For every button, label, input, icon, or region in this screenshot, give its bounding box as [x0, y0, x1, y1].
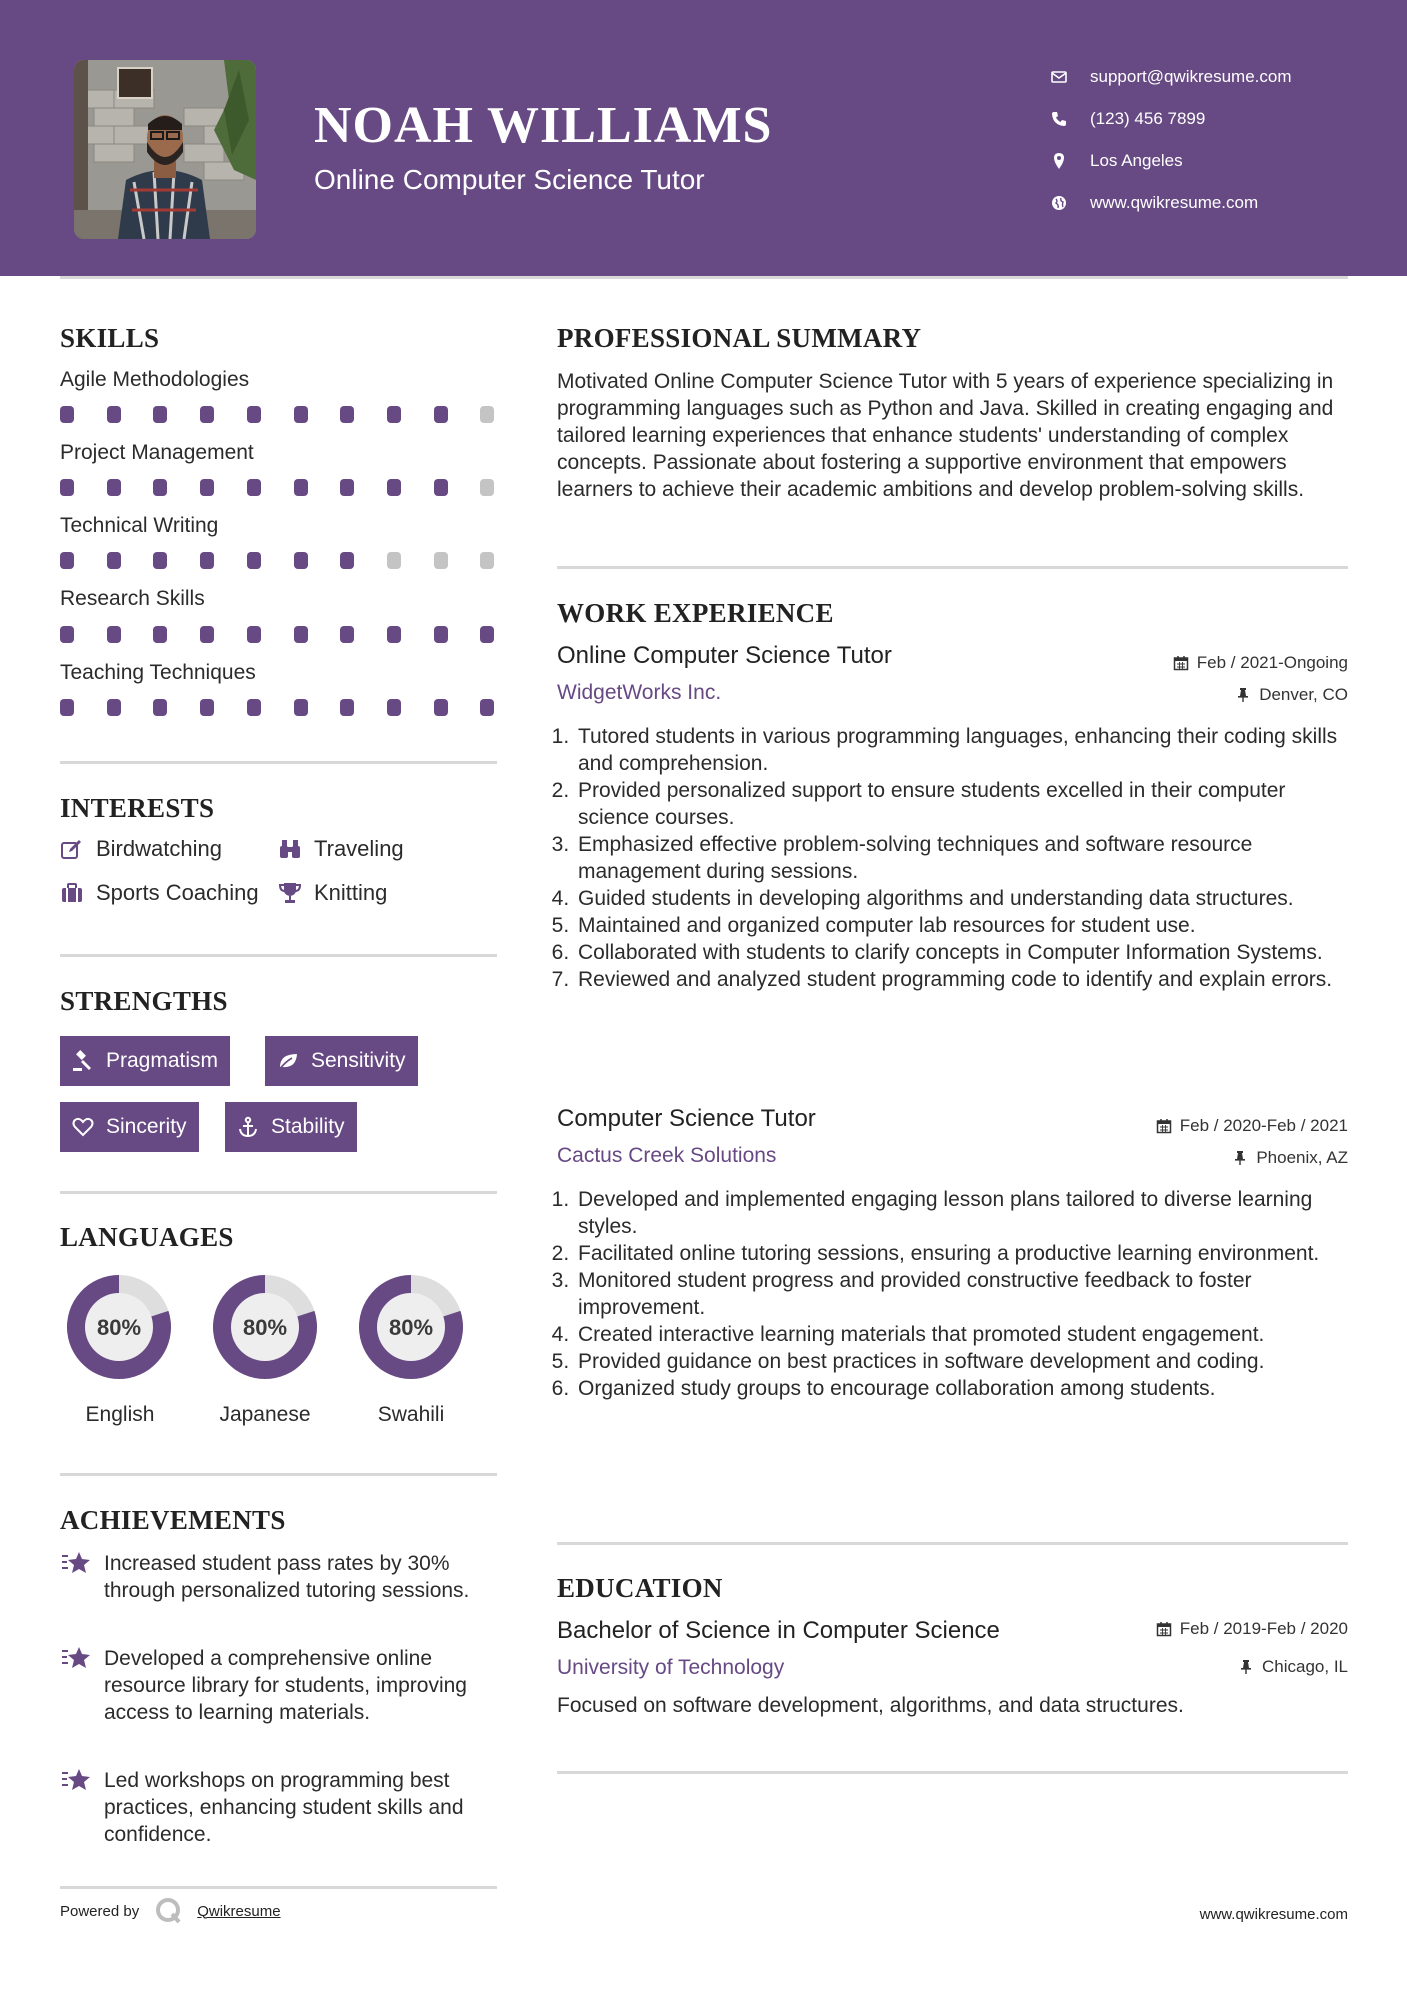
strength-badge: Stability: [225, 1102, 357, 1152]
skill-dot: [387, 699, 401, 716]
skill-dot: [340, 552, 354, 569]
interests-title: INTERESTS: [60, 793, 215, 823]
section-divider: [60, 1191, 497, 1194]
education-location: Chicago, IL: [1238, 1657, 1348, 1677]
skill-dot: [480, 406, 494, 423]
section-divider: [60, 1473, 497, 1476]
language-percent: 80%: [96, 1315, 142, 1340]
list-item: 5. Provided guidance on best practices in software development and coding.: [575, 1348, 1357, 1375]
skill-dot: [340, 406, 354, 423]
skill-dot: [294, 626, 308, 643]
education-degree: Bachelor of Science in Computer Science: [557, 1617, 1000, 1644]
skill-dot: [60, 552, 74, 569]
skill-dot: [340, 626, 354, 643]
strength-badge: Pragmatism: [60, 1036, 230, 1086]
resume-header: [0, 0, 1407, 276]
calendar-icon: [1156, 1621, 1172, 1637]
skill-dot: [153, 626, 167, 643]
job-location: Phoenix, AZ: [1232, 1148, 1348, 1168]
section-divider: [60, 1886, 497, 1889]
footer-url[interactable]: www.qwikresume.com: [1199, 1906, 1348, 1923]
skill-dot: [340, 699, 354, 716]
contact-email[interactable]: support@qwikresume.com: [1050, 56, 1292, 98]
job-location: Denver, CO: [1235, 685, 1348, 705]
skill-dot: [153, 406, 167, 423]
skill-dot: [107, 406, 121, 423]
skill-dot: [200, 479, 214, 496]
heart-icon: [72, 1116, 94, 1138]
list-item: 6. Organized study groups to encourage collaboration among students.: [575, 1375, 1357, 1402]
summary-title: PROFESSIONAL SUMMARY: [557, 323, 922, 353]
skill-dot: [480, 552, 494, 569]
skill-dot: [153, 699, 167, 716]
skill-dot: [294, 552, 308, 569]
skill-dot: [153, 479, 167, 496]
list-item: 3. Emphasized effective problem-solving techniques and software resource management during sessions.: [575, 831, 1357, 885]
section-divider: [60, 954, 497, 957]
list-item: 5. Maintained and organized computer lab resources for student use.: [575, 912, 1357, 939]
profile-photo: [74, 60, 256, 239]
skill-dot: [60, 479, 74, 496]
list-item: 6. Collaborated with students to clarify concepts in Computer Information Systems.: [575, 939, 1357, 966]
skill-dot: [247, 479, 261, 496]
job-title: Computer Science Tutor: [557, 1105, 816, 1132]
strength-badge: Sincerity: [60, 1102, 199, 1152]
contact-list: [1050, 56, 1292, 224]
pushpin-icon: [1238, 1659, 1254, 1675]
phone-icon: [1050, 110, 1068, 128]
gavel-icon: [72, 1050, 94, 1072]
skill-dot: [480, 626, 494, 643]
anchor-icon: [237, 1116, 259, 1138]
summary-text: Motivated Online Computer Science Tutor with 5 years of experience specializing in programming languages such as Python and Java. Skilled in creating engaging and tailored learning experiences that enhance students' understanding of complex concepts. Passionate about fostering a supportive environment that empowers learners to achieve their academic ambitions and develop problem-solving skills.: [557, 370, 1334, 501]
skill-dot: [60, 406, 74, 423]
skill-dot: [107, 626, 121, 643]
pencil-square-icon: [60, 837, 84, 861]
list-item: 7. Reviewed and analyzed student programming code to identify and explain errors.: [575, 966, 1357, 993]
skill-rating: [60, 552, 500, 569]
achievement-item: Increased student pass rates by 30% through personalized tutoring sessions.: [60, 1550, 500, 1604]
list-item: 4. Created interactive learning materials that promoted student engagement.: [575, 1321, 1357, 1348]
education-description: Focused on software development, algorithms, and data structures.: [557, 1694, 1184, 1717]
language-progress-ring: [204, 1266, 326, 1388]
language-label: Swahili: [377, 1403, 445, 1426]
skill-dot: [107, 552, 121, 569]
footer-brand-link[interactable]: Qwikresume: [197, 1902, 281, 1920]
strengths-title: STRENGTHS: [60, 986, 228, 1016]
pushpin-icon: [1232, 1150, 1248, 1166]
skill-dot: [247, 552, 261, 569]
qwikresume-logo-icon: [153, 1896, 183, 1926]
skill-dot: [247, 699, 261, 716]
skill-dot: [434, 479, 448, 496]
header-divider: [60, 276, 1348, 279]
skill-dot: [200, 626, 214, 643]
skill-dot: [387, 406, 401, 423]
language-percent: 80%: [388, 1315, 434, 1340]
binoculars-icon: [278, 837, 302, 861]
job-date: Feb / 2021-Ongoing: [1173, 653, 1348, 673]
globe-icon: [1050, 194, 1068, 212]
contact-location: Los Angeles: [1050, 140, 1292, 182]
skill-dot: [60, 626, 74, 643]
skill-dot: [107, 479, 121, 496]
job-title: Online Computer Science Tutor: [557, 642, 892, 669]
calendar-icon: [1173, 655, 1189, 671]
skill-dot: [387, 479, 401, 496]
strength-badge: Sensitivity: [265, 1036, 418, 1086]
footer-powered-by: Powered by Qwikresume: [60, 1896, 281, 1926]
star-badge-icon: [60, 1767, 92, 1795]
interest-item: Knitting: [278, 880, 387, 906]
skill-dot: [294, 699, 308, 716]
skill-dot: [434, 552, 448, 569]
skill-dot: [480, 479, 494, 496]
skill-dot: [153, 552, 167, 569]
skill-label: Project Management: [60, 441, 254, 464]
interest-item: Birdwatching: [60, 836, 222, 862]
skill-dot: [247, 626, 261, 643]
skill-dot: [434, 406, 448, 423]
achievement-item: Led workshops on programming best practices, enhancing student skills and confidence.: [60, 1767, 500, 1848]
candidate-name: NOAH WILLIAMS: [314, 97, 773, 154]
experience-title: WORK EXPERIENCE: [557, 598, 834, 628]
education-title: EDUCATION: [557, 1573, 723, 1603]
contact-phone[interactable]: (123) 456 7899: [1050, 98, 1292, 140]
pushpin-icon: [1235, 687, 1251, 703]
skill-label: Research Skills: [60, 587, 205, 610]
skill-dot: [294, 479, 308, 496]
achievements-title: ACHIEVEMENTS: [60, 1505, 286, 1535]
language-label: Japanese: [219, 1403, 311, 1426]
map-pin-icon: [1050, 152, 1068, 170]
skill-dot: [387, 552, 401, 569]
skill-dot: [200, 552, 214, 569]
leaf-icon: [277, 1050, 299, 1072]
briefcase-icon: [60, 881, 84, 905]
languages-title: LANGUAGES: [60, 1222, 234, 1252]
skill-dot: [107, 699, 121, 716]
list-item: 1. Tutored students in various programming languages, enhancing their coding skills and comprehension.: [575, 723, 1357, 777]
language-progress-ring: [350, 1266, 472, 1388]
skill-dot: [480, 699, 494, 716]
list-item: 1. Developed and implemented engaging lesson plans tailored to diverse learning styles.: [575, 1186, 1357, 1240]
language-percent: 80%: [242, 1315, 288, 1340]
job-responsibilities: [557, 1186, 1357, 1402]
trophy-icon: [278, 881, 302, 905]
list-item: 2. Provided personalized support to ensure students excelled in their computer science courses.: [575, 777, 1357, 831]
skill-dot: [60, 699, 74, 716]
skill-rating: [60, 626, 500, 643]
section-divider: [557, 1542, 1348, 1545]
skill-dot: [200, 406, 214, 423]
candidate-title: Online Computer Science Tutor: [314, 164, 705, 195]
envelope-icon: [1050, 68, 1068, 86]
skill-label: Technical Writing: [60, 514, 219, 537]
skill-dot: [200, 699, 214, 716]
skill-label: Agile Methodologies: [60, 368, 250, 391]
list-item: 2. Facilitated online tutoring sessions, ensuring a productive learning environment.: [575, 1240, 1357, 1267]
calendar-icon: [1156, 1118, 1172, 1134]
skill-dot: [340, 479, 354, 496]
skill-rating: [60, 479, 500, 496]
language-progress-ring: [58, 1266, 180, 1388]
skill-dot: [247, 406, 261, 423]
star-badge-icon: [60, 1550, 92, 1578]
star-badge-icon: [60, 1645, 92, 1673]
achievement-item: Developed a comprehensive online resource library for students, improving access to learning materials.: [60, 1645, 500, 1726]
skill-dot: [434, 699, 448, 716]
skill-rating: [60, 699, 500, 716]
interest-item: Traveling: [278, 836, 404, 862]
job-responsibilities: [557, 723, 1357, 993]
section-divider: [60, 761, 497, 764]
list-item: 4. Guided students in developing algorithms and understanding data structures.: [575, 885, 1357, 912]
list-item: 3. Monitored student progress and provided constructive feedback to foster improvement.: [575, 1267, 1357, 1321]
interest-item: Sports Coaching: [60, 880, 259, 906]
skill-dot: [434, 626, 448, 643]
education-school: University of Technology: [557, 1656, 785, 1679]
contact-website[interactable]: www.qwikresume.com: [1050, 182, 1292, 224]
job-date: Feb / 2020-Feb / 2021: [1156, 1116, 1348, 1136]
section-divider: [557, 566, 1348, 569]
skill-dot: [294, 406, 308, 423]
skills-title: SKILLS: [60, 323, 160, 353]
skill-label: Teaching Techniques: [60, 661, 256, 684]
job-company: WidgetWorks Inc.: [557, 681, 722, 704]
education-date: Feb / 2019-Feb / 2020: [1156, 1619, 1348, 1639]
skill-rating: [60, 406, 500, 423]
section-divider: [557, 1771, 1348, 1774]
language-label: English: [85, 1403, 155, 1426]
job-company: Cactus Creek Solutions: [557, 1144, 777, 1167]
skill-dot: [387, 626, 401, 643]
